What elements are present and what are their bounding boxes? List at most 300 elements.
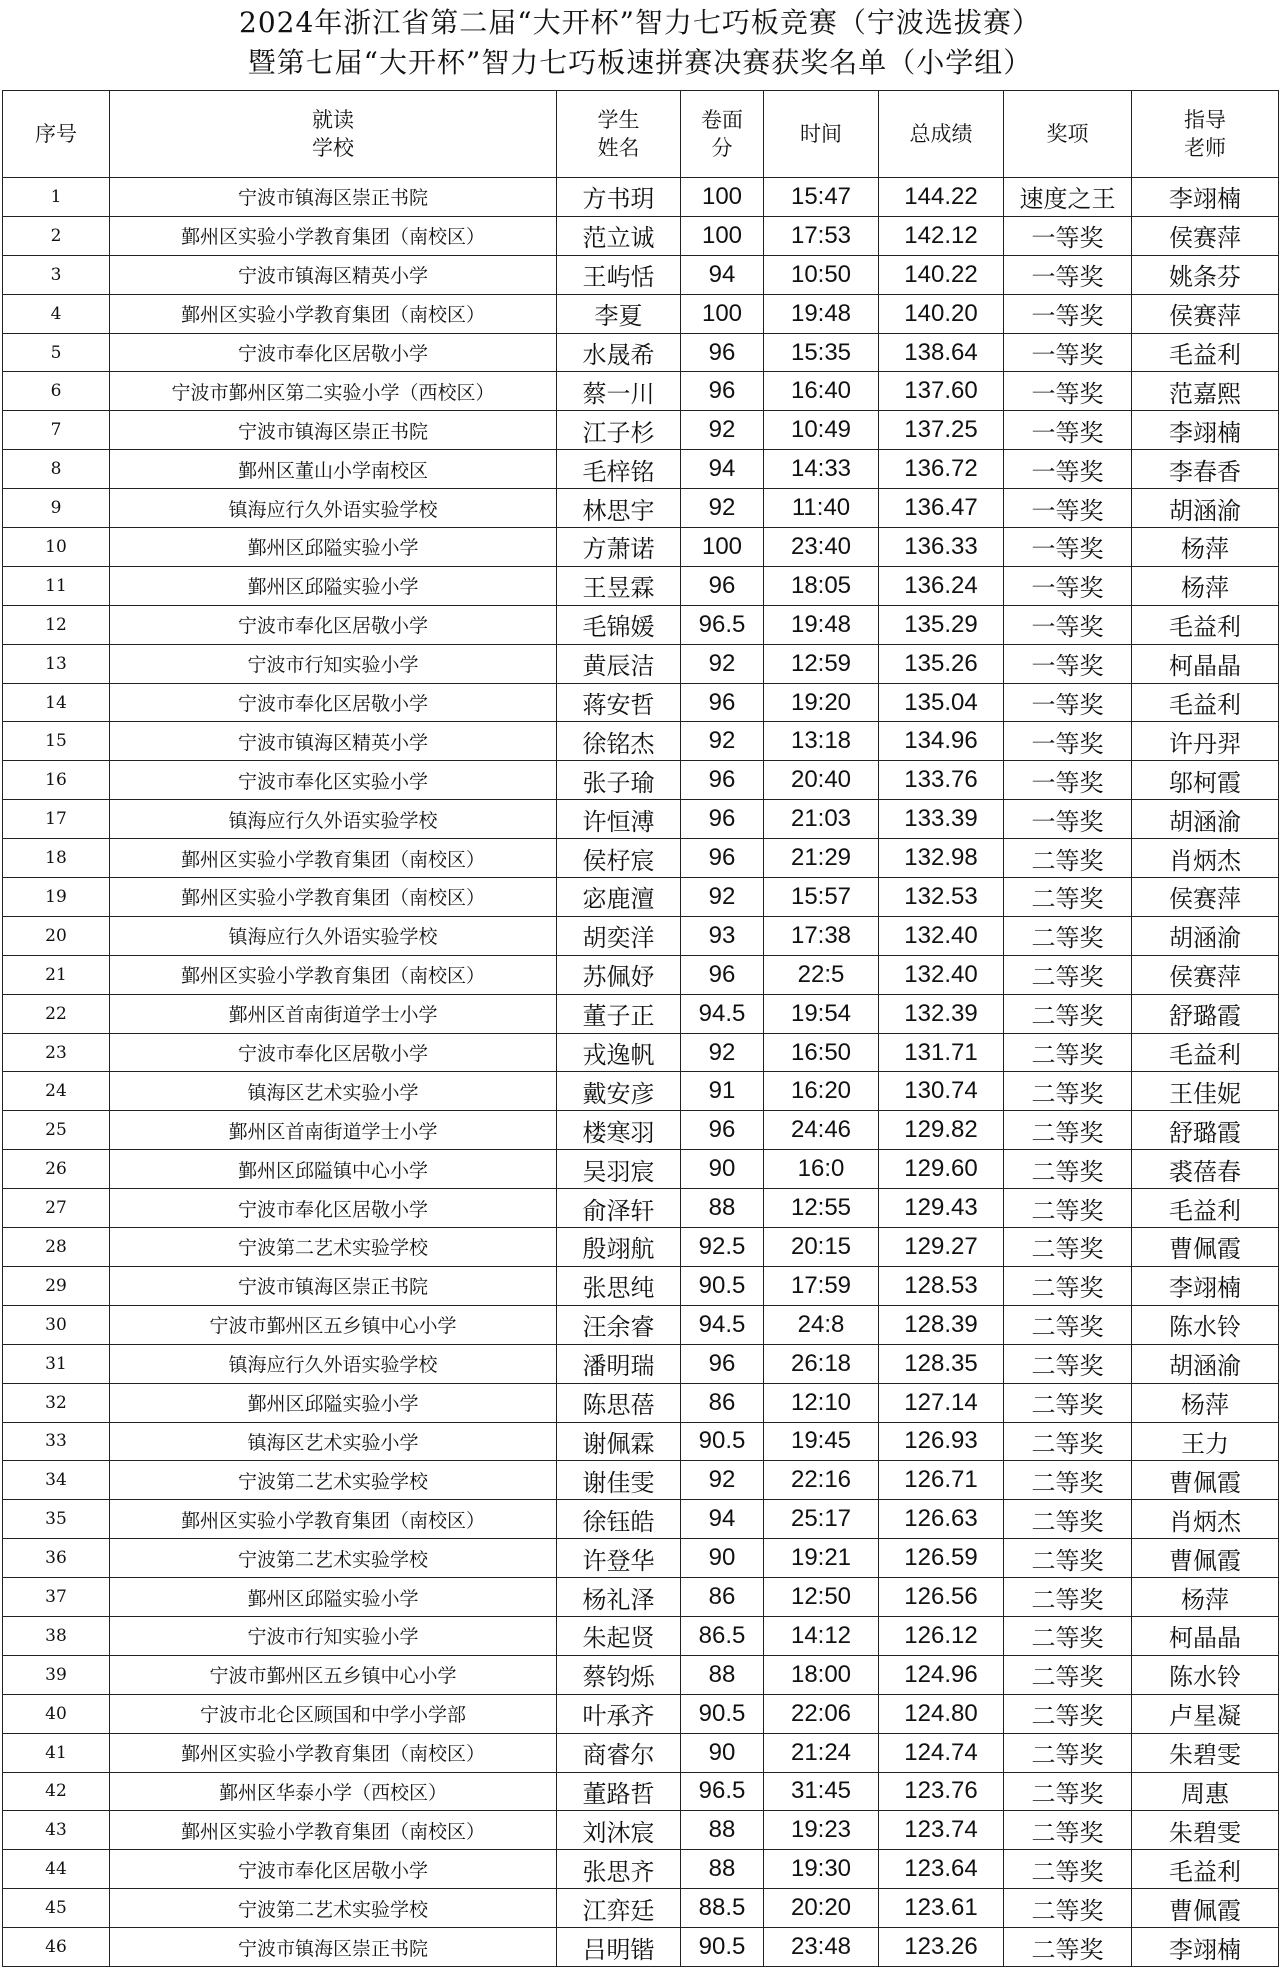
cell-student-name: 潘明瑞 xyxy=(557,1344,681,1383)
cell-student-name: 王屿恬 xyxy=(557,255,681,294)
cell-time: 16:20 xyxy=(764,1072,879,1111)
cell-paper-score: 90 xyxy=(681,1539,764,1578)
cell-total-score: 132.39 xyxy=(879,994,1004,1033)
header-cell-teacher: 指导 老师 xyxy=(1132,91,1279,178)
cell-school: 宁波市奉化区居敬小学 xyxy=(110,1189,557,1228)
cell-school: 鄞州区首南街道学士小学 xyxy=(110,1111,557,1150)
cell-total-score: 135.26 xyxy=(879,644,1004,683)
cell-teacher: 朱碧雯 xyxy=(1132,1733,1279,1772)
cell-time: 26:18 xyxy=(764,1344,879,1383)
header-cell-paper-score: 卷面 分 xyxy=(681,91,764,178)
table-row xyxy=(3,1305,1279,1344)
cell-school: 鄞州区实验小学教育集团（南校区） xyxy=(110,294,557,333)
cell-school: 宁波市奉化区居敬小学 xyxy=(110,1033,557,1072)
cell-teacher: 毛益利 xyxy=(1132,1189,1279,1228)
cell-award: 二等奖 xyxy=(1004,916,1132,955)
cell-student-name: 江子杉 xyxy=(557,411,681,450)
cell-paper-score: 96.5 xyxy=(681,1772,764,1811)
header-cell-student-name: 学生 姓名 xyxy=(557,91,681,178)
cell-total-score: 126.12 xyxy=(879,1616,1004,1655)
cell-index: 4 xyxy=(3,294,110,333)
cell-paper-score: 94 xyxy=(681,450,764,489)
cell-time: 10:50 xyxy=(764,255,879,294)
cell-index: 42 xyxy=(3,1772,110,1811)
award-table-body xyxy=(3,178,1279,1967)
table-row xyxy=(3,1850,1279,1889)
cell-school: 宁波市奉化区实验小学 xyxy=(110,761,557,800)
cell-award: 二等奖 xyxy=(1004,1111,1132,1150)
cell-school: 宁波市奉化区居敬小学 xyxy=(110,1850,557,1889)
cell-student-name: 方书玥 xyxy=(557,178,681,217)
cell-paper-score: 94 xyxy=(681,255,764,294)
cell-teacher: 侯赛萍 xyxy=(1132,955,1279,994)
cell-school: 宁波市镇海区崇正书院 xyxy=(110,1266,557,1305)
cell-school: 鄞州区邱隘实验小学 xyxy=(110,1383,557,1422)
table-row xyxy=(3,216,1279,255)
cell-student-name: 王昱霖 xyxy=(557,566,681,605)
cell-paper-score: 92 xyxy=(681,644,764,683)
cell-index: 35 xyxy=(3,1500,110,1539)
table-row xyxy=(3,800,1279,839)
table-row xyxy=(3,1189,1279,1228)
cell-time: 18:05 xyxy=(764,566,879,605)
cell-school: 宁波第二艺术实验学校 xyxy=(110,1889,557,1928)
cell-total-score: 126.71 xyxy=(879,1461,1004,1500)
cell-school: 镇海应行久外语实验学校 xyxy=(110,916,557,955)
cell-student-name: 商睿尔 xyxy=(557,1733,681,1772)
cell-award: 一等奖 xyxy=(1004,800,1132,839)
cell-school: 宁波市北仑区顾国和中学小学部 xyxy=(110,1694,557,1733)
cell-index: 5 xyxy=(3,333,110,372)
cell-paper-score: 96 xyxy=(681,1344,764,1383)
cell-teacher: 胡涵渝 xyxy=(1132,1344,1279,1383)
cell-index: 6 xyxy=(3,372,110,411)
cell-paper-score: 100 xyxy=(681,178,764,217)
cell-school: 鄞州区华泰小学（西校区） xyxy=(110,1772,557,1811)
cell-student-name: 张思齐 xyxy=(557,1850,681,1889)
cell-index: 29 xyxy=(3,1266,110,1305)
cell-index: 46 xyxy=(3,1928,110,1967)
cell-total-score: 137.25 xyxy=(879,411,1004,450)
cell-index: 40 xyxy=(3,1694,110,1733)
table-row xyxy=(3,1228,1279,1267)
cell-school: 鄞州区实验小学教育集团（南校区） xyxy=(110,1733,557,1772)
cell-school: 鄞州区邱隘实验小学 xyxy=(110,566,557,605)
cell-student-name: 蒋安哲 xyxy=(557,683,681,722)
cell-index: 33 xyxy=(3,1422,110,1461)
cell-paper-score: 92 xyxy=(681,1461,764,1500)
cell-student-name: 许登华 xyxy=(557,1539,681,1578)
cell-paper-score: 96 xyxy=(681,839,764,878)
cell-paper-score: 90.5 xyxy=(681,1928,764,1967)
cell-teacher: 肖炳杰 xyxy=(1132,839,1279,878)
cell-school: 鄞州区实验小学教育集团（南校区） xyxy=(110,839,557,878)
table-row xyxy=(3,372,1279,411)
table-row xyxy=(3,333,1279,372)
cell-total-score: 132.40 xyxy=(879,955,1004,994)
award-table xyxy=(2,90,1279,1967)
cell-time: 19:21 xyxy=(764,1539,879,1578)
cell-time: 20:20 xyxy=(764,1889,879,1928)
cell-award: 一等奖 xyxy=(1004,255,1132,294)
cell-time: 22:5 xyxy=(764,955,879,994)
cell-total-score: 138.64 xyxy=(879,333,1004,372)
cell-index: 44 xyxy=(3,1850,110,1889)
cell-award: 一等奖 xyxy=(1004,605,1132,644)
cell-total-score: 126.59 xyxy=(879,1539,1004,1578)
cell-paper-score: 100 xyxy=(681,528,764,567)
cell-teacher: 李春香 xyxy=(1132,450,1279,489)
cell-award: 速度之王 xyxy=(1004,178,1132,217)
cell-teacher: 李翊楠 xyxy=(1132,1928,1279,1967)
cell-student-name: 林思宇 xyxy=(557,489,681,528)
cell-student-name: 汪余睿 xyxy=(557,1305,681,1344)
cell-total-score: 135.29 xyxy=(879,605,1004,644)
cell-total-score: 129.82 xyxy=(879,1111,1004,1150)
cell-award: 一等奖 xyxy=(1004,489,1132,528)
cell-school: 宁波市鄞州区五乡镇中心小学 xyxy=(110,1305,557,1344)
cell-time: 12:59 xyxy=(764,644,879,683)
cell-index: 1 xyxy=(3,178,110,217)
cell-student-name: 苏佩妤 xyxy=(557,955,681,994)
cell-teacher: 毛益利 xyxy=(1132,333,1279,372)
cell-paper-score: 90.5 xyxy=(681,1422,764,1461)
cell-paper-score: 96 xyxy=(681,955,764,994)
cell-index: 16 xyxy=(3,761,110,800)
cell-teacher: 杨萍 xyxy=(1132,1578,1279,1617)
cell-paper-score: 96 xyxy=(681,761,764,800)
cell-award: 二等奖 xyxy=(1004,994,1132,1033)
cell-index: 3 xyxy=(3,255,110,294)
table-row xyxy=(3,411,1279,450)
cell-time: 22:16 xyxy=(764,1461,879,1500)
table-row xyxy=(3,683,1279,722)
cell-paper-score: 88 xyxy=(681,1811,764,1850)
cell-award: 二等奖 xyxy=(1004,1694,1132,1733)
table-row xyxy=(3,1811,1279,1850)
cell-student-name: 毛梓铭 xyxy=(557,450,681,489)
table-row xyxy=(3,1461,1279,1500)
cell-school: 鄞州区邱隘镇中心小学 xyxy=(110,1150,557,1189)
table-row xyxy=(3,605,1279,644)
cell-paper-score: 100 xyxy=(681,294,764,333)
cell-student-name: 刘沐宸 xyxy=(557,1811,681,1850)
cell-total-score: 123.64 xyxy=(879,1850,1004,1889)
cell-total-score: 133.76 xyxy=(879,761,1004,800)
cell-paper-score: 91 xyxy=(681,1072,764,1111)
header-cell-total-score: 总成绩 xyxy=(879,91,1004,178)
table-row xyxy=(3,1422,1279,1461)
cell-student-name: 毛锦媛 xyxy=(557,605,681,644)
cell-student-name: 陈思蓓 xyxy=(557,1383,681,1422)
cell-teacher: 毛益利 xyxy=(1132,1850,1279,1889)
cell-index: 37 xyxy=(3,1578,110,1617)
cell-total-score: 135.04 xyxy=(879,683,1004,722)
cell-time: 11:40 xyxy=(764,489,879,528)
table-row xyxy=(3,1033,1279,1072)
cell-index: 30 xyxy=(3,1305,110,1344)
cell-total-score: 136.24 xyxy=(879,566,1004,605)
cell-school: 宁波第二艺术实验学校 xyxy=(110,1228,557,1267)
cell-time: 14:33 xyxy=(764,450,879,489)
cell-teacher: 陈水铃 xyxy=(1132,1305,1279,1344)
cell-index: 26 xyxy=(3,1150,110,1189)
cell-paper-score: 96.5 xyxy=(681,605,764,644)
table-row xyxy=(3,1694,1279,1733)
cell-total-score: 142.12 xyxy=(879,216,1004,255)
cell-total-score: 132.98 xyxy=(879,839,1004,878)
cell-index: 12 xyxy=(3,605,110,644)
cell-school: 宁波市奉化区居敬小学 xyxy=(110,333,557,372)
cell-total-score: 140.20 xyxy=(879,294,1004,333)
cell-time: 21:29 xyxy=(764,839,879,878)
cell-total-score: 129.43 xyxy=(879,1189,1004,1228)
cell-paper-score: 90.5 xyxy=(681,1694,764,1733)
cell-index: 2 xyxy=(3,216,110,255)
cell-award: 一等奖 xyxy=(1004,333,1132,372)
cell-paper-score: 96 xyxy=(681,800,764,839)
cell-teacher: 曹佩霞 xyxy=(1132,1539,1279,1578)
cell-school: 镇海应行久外语实验学校 xyxy=(110,489,557,528)
table-row xyxy=(3,1500,1279,1539)
cell-paper-score: 90 xyxy=(681,1733,764,1772)
cell-teacher: 胡涵渝 xyxy=(1132,489,1279,528)
cell-index: 18 xyxy=(3,839,110,878)
header-cell-award: 奖项 xyxy=(1004,91,1132,178)
cell-school: 鄞州区邱隘实验小学 xyxy=(110,1578,557,1617)
cell-student-name: 江弈廷 xyxy=(557,1889,681,1928)
cell-award: 一等奖 xyxy=(1004,761,1132,800)
cell-time: 17:59 xyxy=(764,1266,879,1305)
table-row xyxy=(3,1072,1279,1111)
cell-total-score: 128.39 xyxy=(879,1305,1004,1344)
cell-award: 二等奖 xyxy=(1004,1850,1132,1889)
cell-index: 13 xyxy=(3,644,110,683)
cell-time: 15:35 xyxy=(764,333,879,372)
cell-index: 39 xyxy=(3,1655,110,1694)
cell-paper-score: 96 xyxy=(681,1111,764,1150)
cell-paper-score: 92 xyxy=(681,878,764,917)
cell-student-name: 朱起贤 xyxy=(557,1616,681,1655)
table-row xyxy=(3,1383,1279,1422)
table-row xyxy=(3,994,1279,1033)
cell-time: 14:12 xyxy=(764,1616,879,1655)
cell-student-name: 徐铭杰 xyxy=(557,722,681,761)
cell-award: 一等奖 xyxy=(1004,294,1132,333)
cell-total-score: 128.53 xyxy=(879,1266,1004,1305)
cell-award: 二等奖 xyxy=(1004,1189,1132,1228)
table-row xyxy=(3,1150,1279,1189)
cell-time: 19:23 xyxy=(764,1811,879,1850)
cell-teacher: 曹佩霞 xyxy=(1132,1889,1279,1928)
cell-teacher: 姚条芬 xyxy=(1132,255,1279,294)
cell-student-name: 吕明锴 xyxy=(557,1928,681,1967)
cell-student-name: 侯杍宸 xyxy=(557,839,681,878)
cell-teacher: 杨萍 xyxy=(1132,1383,1279,1422)
cell-index: 31 xyxy=(3,1344,110,1383)
cell-award: 一等奖 xyxy=(1004,372,1132,411)
cell-paper-score: 94.5 xyxy=(681,994,764,1033)
cell-award: 二等奖 xyxy=(1004,1305,1132,1344)
cell-index: 45 xyxy=(3,1889,110,1928)
table-row xyxy=(3,1928,1279,1967)
cell-school: 宁波市鄞州区五乡镇中心小学 xyxy=(110,1655,557,1694)
cell-award: 二等奖 xyxy=(1004,839,1132,878)
cell-time: 22:06 xyxy=(764,1694,879,1733)
cell-time: 21:24 xyxy=(764,1733,879,1772)
cell-award: 一等奖 xyxy=(1004,683,1132,722)
cell-award: 二等奖 xyxy=(1004,1811,1132,1850)
cell-paper-score: 92 xyxy=(681,411,764,450)
cell-award: 二等奖 xyxy=(1004,1889,1132,1928)
cell-teacher: 王佳妮 xyxy=(1132,1072,1279,1111)
table-row xyxy=(3,294,1279,333)
cell-paper-score: 88 xyxy=(681,1850,764,1889)
cell-time: 19:54 xyxy=(764,994,879,1033)
cell-award: 二等奖 xyxy=(1004,1655,1132,1694)
cell-total-score: 137.60 xyxy=(879,372,1004,411)
cell-student-name: 胡奕洋 xyxy=(557,916,681,955)
cell-index: 22 xyxy=(3,994,110,1033)
cell-school: 鄞州区实验小学教育集团（南校区） xyxy=(110,1811,557,1850)
cell-student-name: 俞泽轩 xyxy=(557,1189,681,1228)
cell-award: 一等奖 xyxy=(1004,644,1132,683)
cell-teacher: 杨萍 xyxy=(1132,528,1279,567)
cell-time: 18:00 xyxy=(764,1655,879,1694)
cell-student-name: 黄辰洁 xyxy=(557,644,681,683)
cell-time: 12:55 xyxy=(764,1189,879,1228)
cell-index: 43 xyxy=(3,1811,110,1850)
cell-award: 二等奖 xyxy=(1004,1072,1132,1111)
table-row xyxy=(3,450,1279,489)
cell-paper-score: 90 xyxy=(681,1150,764,1189)
cell-total-score: 128.35 xyxy=(879,1344,1004,1383)
cell-time: 24:8 xyxy=(764,1305,879,1344)
cell-teacher: 杨萍 xyxy=(1132,566,1279,605)
cell-time: 19:30 xyxy=(764,1850,879,1889)
cell-time: 12:10 xyxy=(764,1383,879,1422)
table-row xyxy=(3,489,1279,528)
cell-total-score: 134.96 xyxy=(879,722,1004,761)
cell-school: 宁波市行知实验小学 xyxy=(110,1616,557,1655)
cell-teacher: 曹佩霞 xyxy=(1132,1228,1279,1267)
cell-school: 宁波市奉化区居敬小学 xyxy=(110,683,557,722)
cell-award: 二等奖 xyxy=(1004,1928,1132,1967)
cell-school: 宁波市镇海区崇正书院 xyxy=(110,178,557,217)
cell-award: 二等奖 xyxy=(1004,1344,1132,1383)
cell-teacher: 侯赛萍 xyxy=(1132,878,1279,917)
cell-total-score: 140.22 xyxy=(879,255,1004,294)
cell-award: 二等奖 xyxy=(1004,1461,1132,1500)
cell-index: 17 xyxy=(3,800,110,839)
cell-total-score: 124.74 xyxy=(879,1733,1004,1772)
cell-time: 19:48 xyxy=(764,605,879,644)
cell-paper-score: 88.5 xyxy=(681,1889,764,1928)
cell-total-score: 123.76 xyxy=(879,1772,1004,1811)
document-title-line-2: 暨第七届“大开杯”智力七巧板速拼赛决赛获奖名单（小学组） xyxy=(247,46,1033,79)
cell-total-score: 133.39 xyxy=(879,800,1004,839)
table-row xyxy=(3,1344,1279,1383)
cell-total-score: 136.72 xyxy=(879,450,1004,489)
cell-school: 鄞州区董山小学南校区 xyxy=(110,450,557,489)
cell-school: 宁波市奉化区居敬小学 xyxy=(110,605,557,644)
cell-total-score: 123.74 xyxy=(879,1811,1004,1850)
cell-paper-score: 86 xyxy=(681,1578,764,1617)
cell-award: 一等奖 xyxy=(1004,411,1132,450)
cell-award: 一等奖 xyxy=(1004,566,1132,605)
cell-time: 20:40 xyxy=(764,761,879,800)
cell-teacher: 胡涵渝 xyxy=(1132,800,1279,839)
cell-time: 17:53 xyxy=(764,216,879,255)
cell-index: 9 xyxy=(3,489,110,528)
cell-school: 宁波市行知实验小学 xyxy=(110,644,557,683)
document-title-line-1: 2024年浙江省第二届“大开杯”智力七巧板竞赛（宁波选拔赛） xyxy=(239,6,1041,39)
cell-time: 20:15 xyxy=(764,1228,879,1267)
cell-time: 23:48 xyxy=(764,1928,879,1967)
cell-index: 14 xyxy=(3,683,110,722)
cell-total-score: 126.56 xyxy=(879,1578,1004,1617)
cell-time: 12:50 xyxy=(764,1578,879,1617)
cell-paper-score: 92 xyxy=(681,1033,764,1072)
cell-total-score: 129.60 xyxy=(879,1150,1004,1189)
cell-index: 7 xyxy=(3,411,110,450)
cell-paper-score: 88 xyxy=(681,1189,764,1228)
table-row xyxy=(3,1111,1279,1150)
cell-school: 宁波市镇海区精英小学 xyxy=(110,255,557,294)
cell-school: 鄞州区首南街道学士小学 xyxy=(110,994,557,1033)
cell-school: 宁波第二艺术实验学校 xyxy=(110,1539,557,1578)
cell-time: 10:49 xyxy=(764,411,879,450)
cell-time: 13:18 xyxy=(764,722,879,761)
cell-total-score: 136.33 xyxy=(879,528,1004,567)
cell-teacher: 柯晶晶 xyxy=(1132,644,1279,683)
cell-award: 二等奖 xyxy=(1004,1266,1132,1305)
cell-time: 16:0 xyxy=(764,1150,879,1189)
cell-teacher: 胡涵渝 xyxy=(1132,916,1279,955)
cell-teacher: 许丹羿 xyxy=(1132,722,1279,761)
cell-teacher: 李翊楠 xyxy=(1132,1266,1279,1305)
cell-award: 二等奖 xyxy=(1004,955,1132,994)
cell-index: 19 xyxy=(3,878,110,917)
cell-time: 17:38 xyxy=(764,916,879,955)
cell-award: 二等奖 xyxy=(1004,1228,1132,1267)
cell-total-score: 144.22 xyxy=(879,178,1004,217)
cell-award: 二等奖 xyxy=(1004,878,1132,917)
cell-award: 一等奖 xyxy=(1004,722,1132,761)
cell-teacher: 卢星凝 xyxy=(1132,1694,1279,1733)
cell-award: 一等奖 xyxy=(1004,528,1132,567)
cell-student-name: 楼寒羽 xyxy=(557,1111,681,1150)
table-row xyxy=(3,722,1279,761)
cell-student-name: 董子正 xyxy=(557,994,681,1033)
cell-student-name: 杨礼泽 xyxy=(557,1578,681,1617)
cell-total-score: 124.80 xyxy=(879,1694,1004,1733)
table-row xyxy=(3,1616,1279,1655)
cell-index: 21 xyxy=(3,955,110,994)
cell-teacher: 舒璐霞 xyxy=(1132,994,1279,1033)
cell-student-name: 蔡一川 xyxy=(557,372,681,411)
cell-school: 镇海区艺术实验小学 xyxy=(110,1072,557,1111)
table-row xyxy=(3,566,1279,605)
cell-student-name: 宓鹿澶 xyxy=(557,878,681,917)
cell-paper-score: 94.5 xyxy=(681,1305,764,1344)
table-row xyxy=(3,1578,1279,1617)
cell-teacher: 范嘉熙 xyxy=(1132,372,1279,411)
cell-time: 15:57 xyxy=(764,878,879,917)
cell-paper-score: 96 xyxy=(681,566,764,605)
cell-total-score: 130.74 xyxy=(879,1072,1004,1111)
cell-time: 19:48 xyxy=(764,294,879,333)
